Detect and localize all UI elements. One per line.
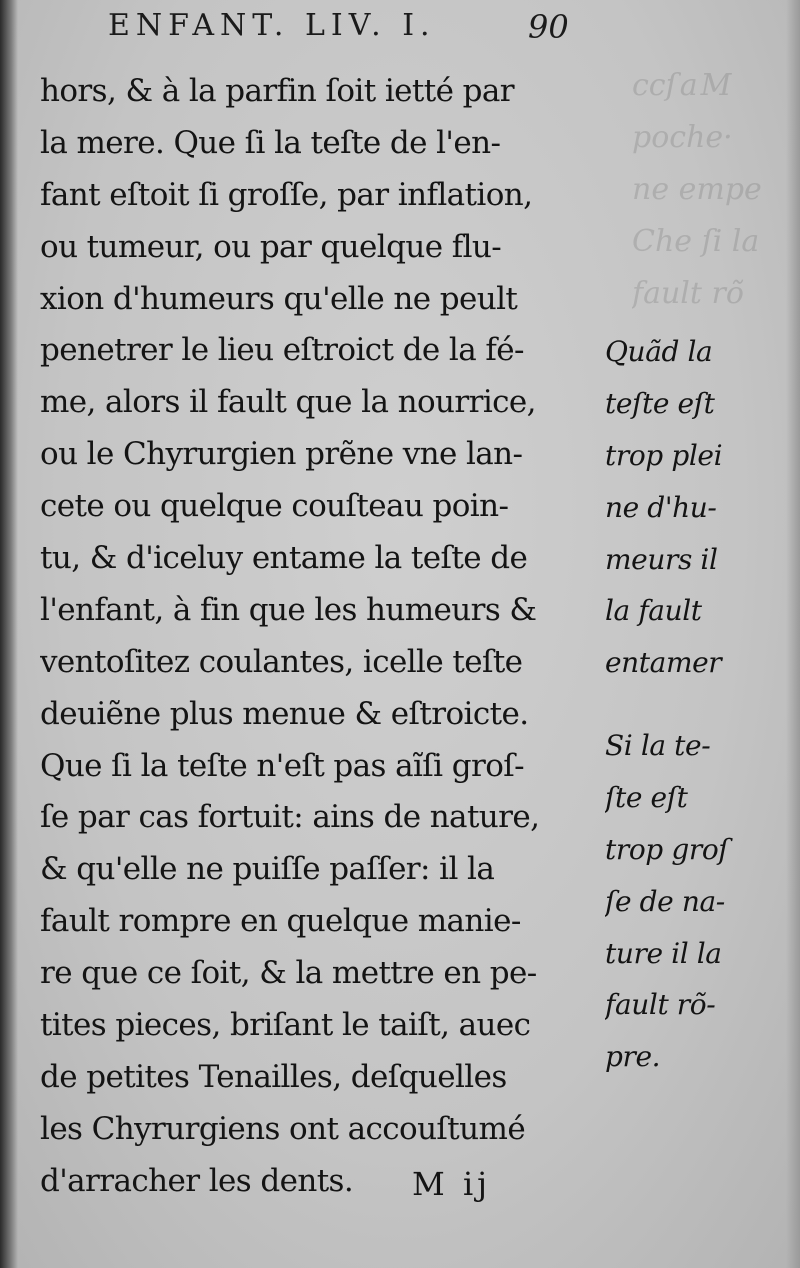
text-line: tites pieces, briſant le taiſt, auec bbox=[40, 1007, 531, 1044]
text-line: me, alors il fault que la nourrice, bbox=[40, 384, 536, 421]
marginal-line: entamer bbox=[605, 646, 722, 680]
text-line: xion d'humeurs qu'elle ne peult bbox=[40, 280, 518, 317]
page-edge-shadow bbox=[786, 0, 800, 1268]
show-through-text: ccſ a M poche· ne empe Che ſi la fault rõ bbox=[632, 68, 762, 311]
text-line: ſe par cas fortuit: ains de nature, bbox=[40, 799, 540, 836]
marginal-line: Si la te- bbox=[605, 729, 711, 762]
text-line: ou le Chyrurgien prẽne vne lan- bbox=[40, 436, 523, 473]
marginal-line: trop groſ bbox=[605, 832, 729, 866]
text-line: la mere. Que ſi la teſte de l'en- bbox=[40, 124, 501, 161]
marginal-line: meurs il bbox=[605, 542, 718, 576]
text-line: deuiẽne plus menue & eſtroicte. bbox=[40, 695, 529, 732]
text-line: re que ce ſoit, & la mettre en pe- bbox=[40, 955, 537, 992]
text-line: d'arracher les dents. bbox=[40, 1162, 354, 1199]
running-title: ENFANT. LIV. I. bbox=[108, 8, 436, 43]
marginal-line: teſte eſt bbox=[605, 386, 715, 420]
signature-mark: M ij bbox=[412, 1165, 492, 1203]
marginal-line: la fault bbox=[605, 594, 702, 628]
text-line: tu, & d'iceluy entame la teſte de bbox=[40, 540, 528, 577]
folio-number: 90 bbox=[528, 8, 569, 46]
marginal-line: trop plei bbox=[605, 438, 723, 472]
text-line: hors, & à la parfin ſoit ietté par bbox=[40, 73, 514, 109]
marginal-line: ne d'hu- bbox=[605, 490, 717, 524]
text-line: cete ou quelque couſteau poin- bbox=[40, 488, 509, 525]
marginal-line: fault rõ- bbox=[605, 988, 716, 1022]
page-gutter-shadow bbox=[0, 0, 18, 1268]
text-line: & qu'elle ne puiſſe paſſer: il la bbox=[40, 851, 495, 888]
marginal-line: ſe de na- bbox=[605, 884, 725, 918]
text-line: ventoſitez coulantes, icelle teſte bbox=[40, 643, 523, 680]
main-text-block bbox=[40, 66, 600, 1208]
marginal-note-first bbox=[605, 326, 780, 689]
marginal-line: pre. bbox=[605, 1040, 661, 1074]
text-line: fant eſtoit ſi groſſe, par inflation, bbox=[40, 176, 533, 213]
marginal-line: ture il la bbox=[605, 936, 722, 970]
marginal-line: ſte eſt bbox=[605, 780, 688, 814]
text-line: fault rompre en quelque manie- bbox=[40, 903, 521, 940]
text-line: penetrer le lieu eſtroict de la fé- bbox=[40, 332, 524, 369]
text-line: l'enfant, à fin que les humeurs & bbox=[40, 591, 537, 628]
marginal-note-second bbox=[605, 720, 780, 1083]
text-line: de petites Tenailles, deſquelles bbox=[40, 1058, 507, 1095]
text-line: Que ſi la teſte n'eſt pas aĩſi groſ- bbox=[40, 747, 525, 784]
marginal-line: Quãd la bbox=[605, 335, 713, 368]
text-line: ou tumeur, ou par quelque flu- bbox=[40, 228, 502, 265]
text-line: les Chyrurgiens ont accouſtumé bbox=[40, 1110, 526, 1147]
